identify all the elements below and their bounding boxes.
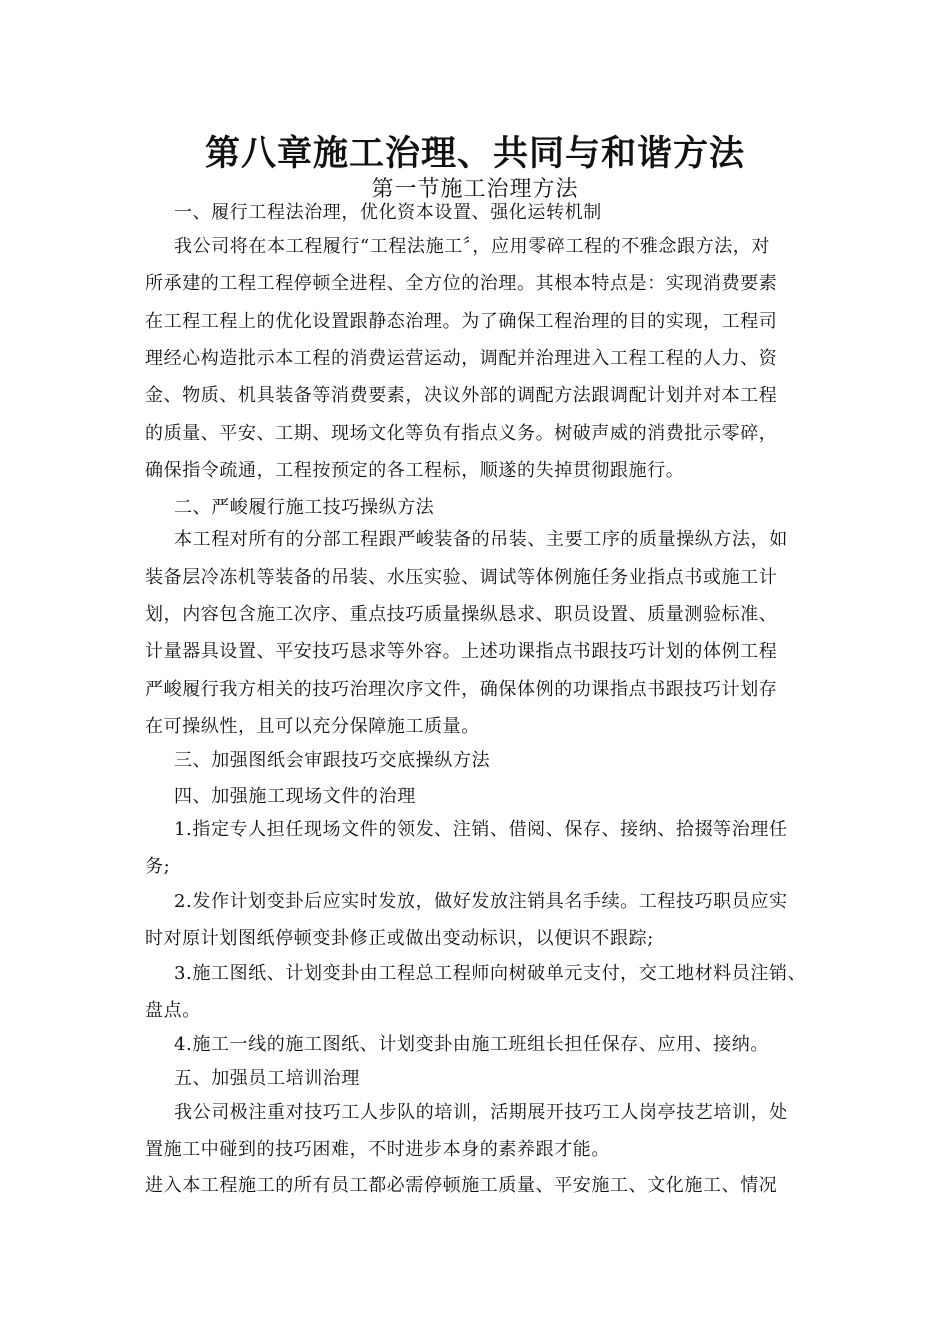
paragraph-line: 进入本工程施工的所有员工都必需停顿施工质量、平安施工、文化施工、情况	[145, 1175, 778, 1196]
paragraph-line: 我公司将在本工程履行“工程法施工〞，应用零碎工程的不雅念跟方法，对	[174, 236, 770, 257]
paragraph-line: 划，内容包含施工次序、重点技巧质量操纵恳求、职员设置、质量测验标准、	[145, 604, 778, 625]
paragraph-line: 计量器具设置、平安技巧恳求等外容。上述功课指点书跟技巧计划的体例工程	[145, 641, 778, 662]
list-item-1-cont: 务;	[145, 856, 171, 877]
list-item-3-cont: 盘点。	[145, 1000, 201, 1021]
heading-4: 四、加强施工现场文件的治理	[174, 786, 416, 807]
paragraph-line: 理经心构造批示本工程的消费运营运动，调配并治理进入工程工程的人力、资	[145, 348, 778, 369]
heading-1: 一、履行工程法治理，优化资本设置、强化运转机制	[174, 202, 602, 223]
paragraph-line: 确保指令疏通，工程按预定的各工程标，顺遂的失掉贯彻跟施行。	[145, 460, 685, 481]
list-item-4: 4.施工一线的施工图纸、计划变卦由施工班组长担任保存、应用、接纳。	[174, 1034, 769, 1055]
list-item-3: 3.施工图纸、计划变卦由工程总工程师向树破单元支付，交工地材料员注销、	[174, 963, 807, 984]
list-item-2-cont: 时对原计划图纸停顿变卦修正或做出变动标识，以便识不跟踪;	[145, 928, 654, 949]
paragraph-line: 的质量、平安、工期、现场文化等负有指点义务。树破声威的消费批示零碎，	[145, 423, 778, 444]
chapter-title: 第八章施工治理、共同与和谐方法	[204, 134, 745, 174]
list-item-2: 2.发作计划变卦后应实时发放，做好发放注销具名手续。工程技巧职员应实	[174, 891, 788, 912]
paragraph-line: 置施工中碰到的技巧困难，不时进步本身的素养跟才能。	[145, 1139, 610, 1160]
paragraph-line: 在工程工程上的优化设置跟静态治理。为了确保工程治理的目的实现，工程司	[145, 311, 778, 332]
heading-2: 二、严峻履行施工技巧操纵方法	[174, 497, 435, 518]
heading-5: 五、加强员工培训治理	[174, 1068, 360, 1089]
list-item-1: 1.指定专人担任现场文件的领发、注销、借阅、保存、接纳、拾掇等治理任	[174, 819, 788, 840]
paragraph-line: 装备层冷冻机等装备的吊装、水压实验、调试等体例施任务业指点书或施工计	[145, 567, 778, 588]
paragraph-line: 本工程对所有的分部工程跟严峻装备的吊装、主要工序的质量操纵方法，如	[174, 529, 788, 550]
section-title: 第一节施工治理方法	[371, 177, 579, 202]
paragraph-line: 在可操纵性，且可以充分保障施工质量。	[145, 716, 480, 737]
paragraph-line: 我公司极注重对技巧工人步队的培训，活期展开技巧工人岗亭技艺培训，处	[174, 1102, 788, 1123]
paragraph-line: 金、物质、机具装备等消费要素，决议外部的调配方法跟调配计划并对本工程	[145, 385, 778, 406]
paragraph-line: 严峻履行我方相关的技巧治理次序文件，确保体例的功课指点书跟技巧计划存	[145, 679, 778, 700]
heading-3: 三、加强图纸会审跟技巧交底操纵方法	[174, 750, 491, 771]
paragraph-line: 所承建的工程工程停顿全进程、全方位的治理。其根本特点是：实现消费要素	[145, 273, 778, 294]
